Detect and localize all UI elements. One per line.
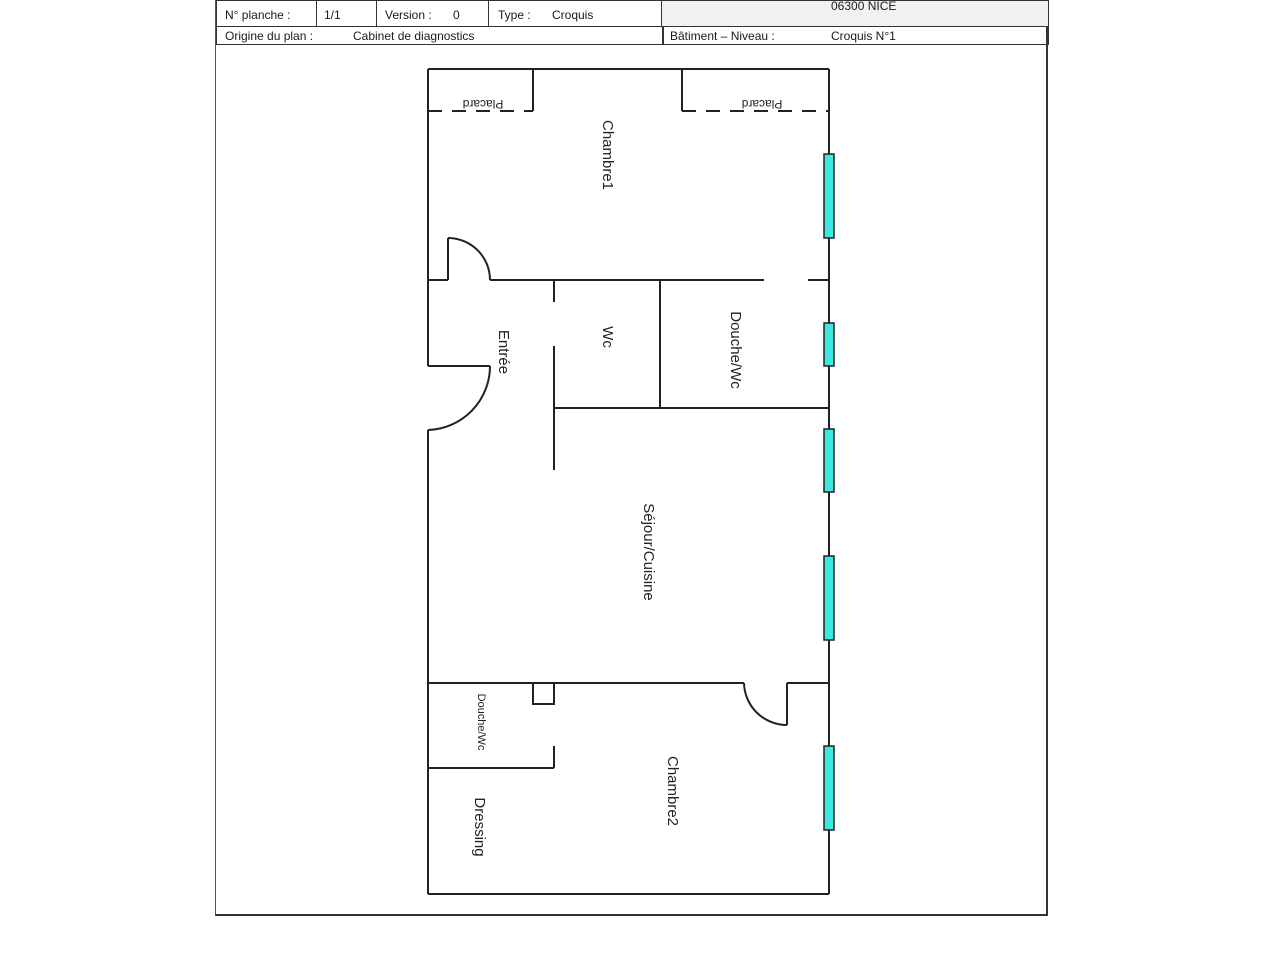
type-label: Type : — [498, 8, 531, 22]
window-douche — [824, 323, 834, 366]
label-douche-wc-top: Douche/Wc — [727, 311, 744, 389]
version-value: 0 — [453, 8, 460, 22]
label-wc: Wc — [599, 326, 616, 348]
label-placard-right: Placard — [741, 97, 783, 111]
batiment-value: Croquis N°1 — [831, 29, 896, 43]
origine-label: Origine du plan : — [225, 29, 314, 43]
walls — [428, 69, 829, 894]
version-label: Version : — [385, 8, 432, 22]
door-entry-swing — [428, 366, 490, 430]
label-douche-wc-bottom: Douche/Wc — [475, 693, 487, 751]
label-sejour-cuisine: Séjour/Cuisine — [640, 503, 657, 601]
address-line: 06300 NICE — [831, 0, 897, 13]
label-chambre2: Chambre2 — [664, 755, 681, 827]
window-chambre2 — [824, 746, 834, 830]
door-chambre2-swing — [744, 683, 787, 725]
planche-value: 1/1 — [324, 8, 341, 22]
label-placard-left: Placard — [462, 97, 504, 111]
batiment-label: Bâtiment – Niveau : — [670, 29, 775, 43]
door-chambre1-swing — [448, 238, 490, 280]
type-value: Croquis — [552, 8, 594, 22]
window-sejour-1 — [824, 429, 834, 492]
window-chambre1 — [824, 154, 834, 238]
window-sejour-2 — [824, 556, 834, 640]
origine-value: Cabinet de diagnostics — [353, 29, 475, 43]
label-dressing: Dressing — [471, 797, 488, 857]
planche-label: N° planche : — [225, 8, 291, 22]
label-chambre1: Chambre1 — [599, 119, 616, 191]
label-entree: Entrée — [495, 329, 512, 375]
shaft — [533, 683, 554, 704]
